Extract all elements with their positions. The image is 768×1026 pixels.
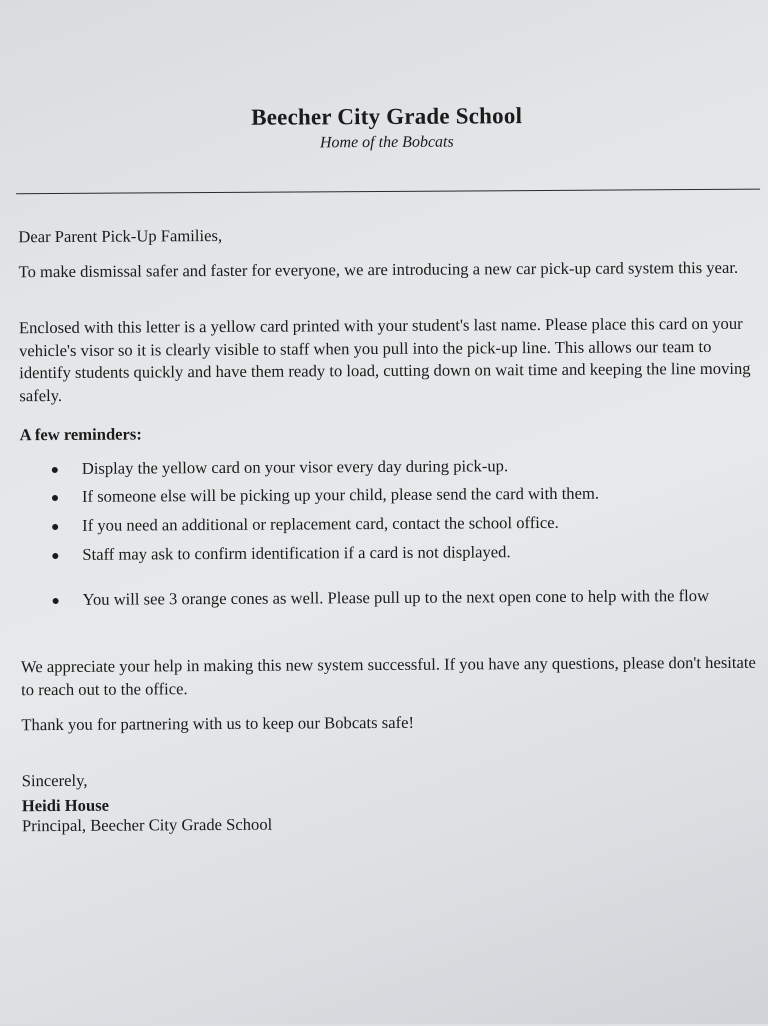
letter-paragraph-1: To make dismissal safer and faster for everyone, we are introducing a new car pick-up card system this year. bbox=[18, 257, 739, 282]
list-item bbox=[52, 482, 757, 506]
signer-name: Heidi House bbox=[21, 795, 110, 816]
list-item bbox=[53, 585, 758, 609]
reminders-heading: A few reminders: bbox=[19, 424, 142, 445]
school-motto: Home of the Bobcats bbox=[319, 133, 454, 152]
list-item bbox=[52, 511, 757, 535]
letter-greeting: Dear Parent Pick-Up Families, bbox=[18, 225, 223, 247]
school-name-heading: Beecher City Grade School bbox=[251, 103, 523, 130]
bullet-icon bbox=[53, 598, 59, 604]
letter-paragraph-2: Enclosed with this letter is a yellow card printed with your student's last name. Please place this card on your vehicle's visor so it is clearly visible to staff when you pull into the pick-up line. This allows our team to identify students quickly and have them ready to load, cutting down on wait time and keeping the line moving safely. bbox=[18, 313, 751, 405]
letter-paragraph-4: Thank you for partnering with us to keep our Bobcats safe! bbox=[21, 712, 415, 735]
bullet-icon bbox=[52, 553, 58, 559]
bullet-icon bbox=[52, 524, 58, 530]
reminder-text: If someone else will be picking up your child, please send the card with them. bbox=[81, 483, 600, 506]
signer-title: Principal, Beecher City Grade School bbox=[21, 814, 273, 836]
list-item bbox=[52, 540, 757, 564]
letter-paragraph-3: We appreciate your help in making this new system successful. If you have any questions, please don't hesitate to reach out to the office. bbox=[20, 652, 756, 699]
reminder-text: Staff may ask to confirm identification if a card is not displayed. bbox=[82, 542, 511, 564]
reminder-text: If you need an additional or replacement card, contact the school office. bbox=[82, 512, 559, 535]
reminder-text: Display the yellow card on your visor every day during pick-up. bbox=[81, 456, 509, 478]
reminder-text: You will see 3 orange cones as well. Please pull up to the next open cone to help with the flow bbox=[82, 585, 710, 609]
header-divider bbox=[16, 189, 760, 195]
letter-closing: Sincerely, bbox=[21, 770, 88, 791]
list-item bbox=[52, 454, 757, 478]
bullet-icon bbox=[52, 467, 58, 473]
bullet-icon bbox=[52, 495, 58, 501]
